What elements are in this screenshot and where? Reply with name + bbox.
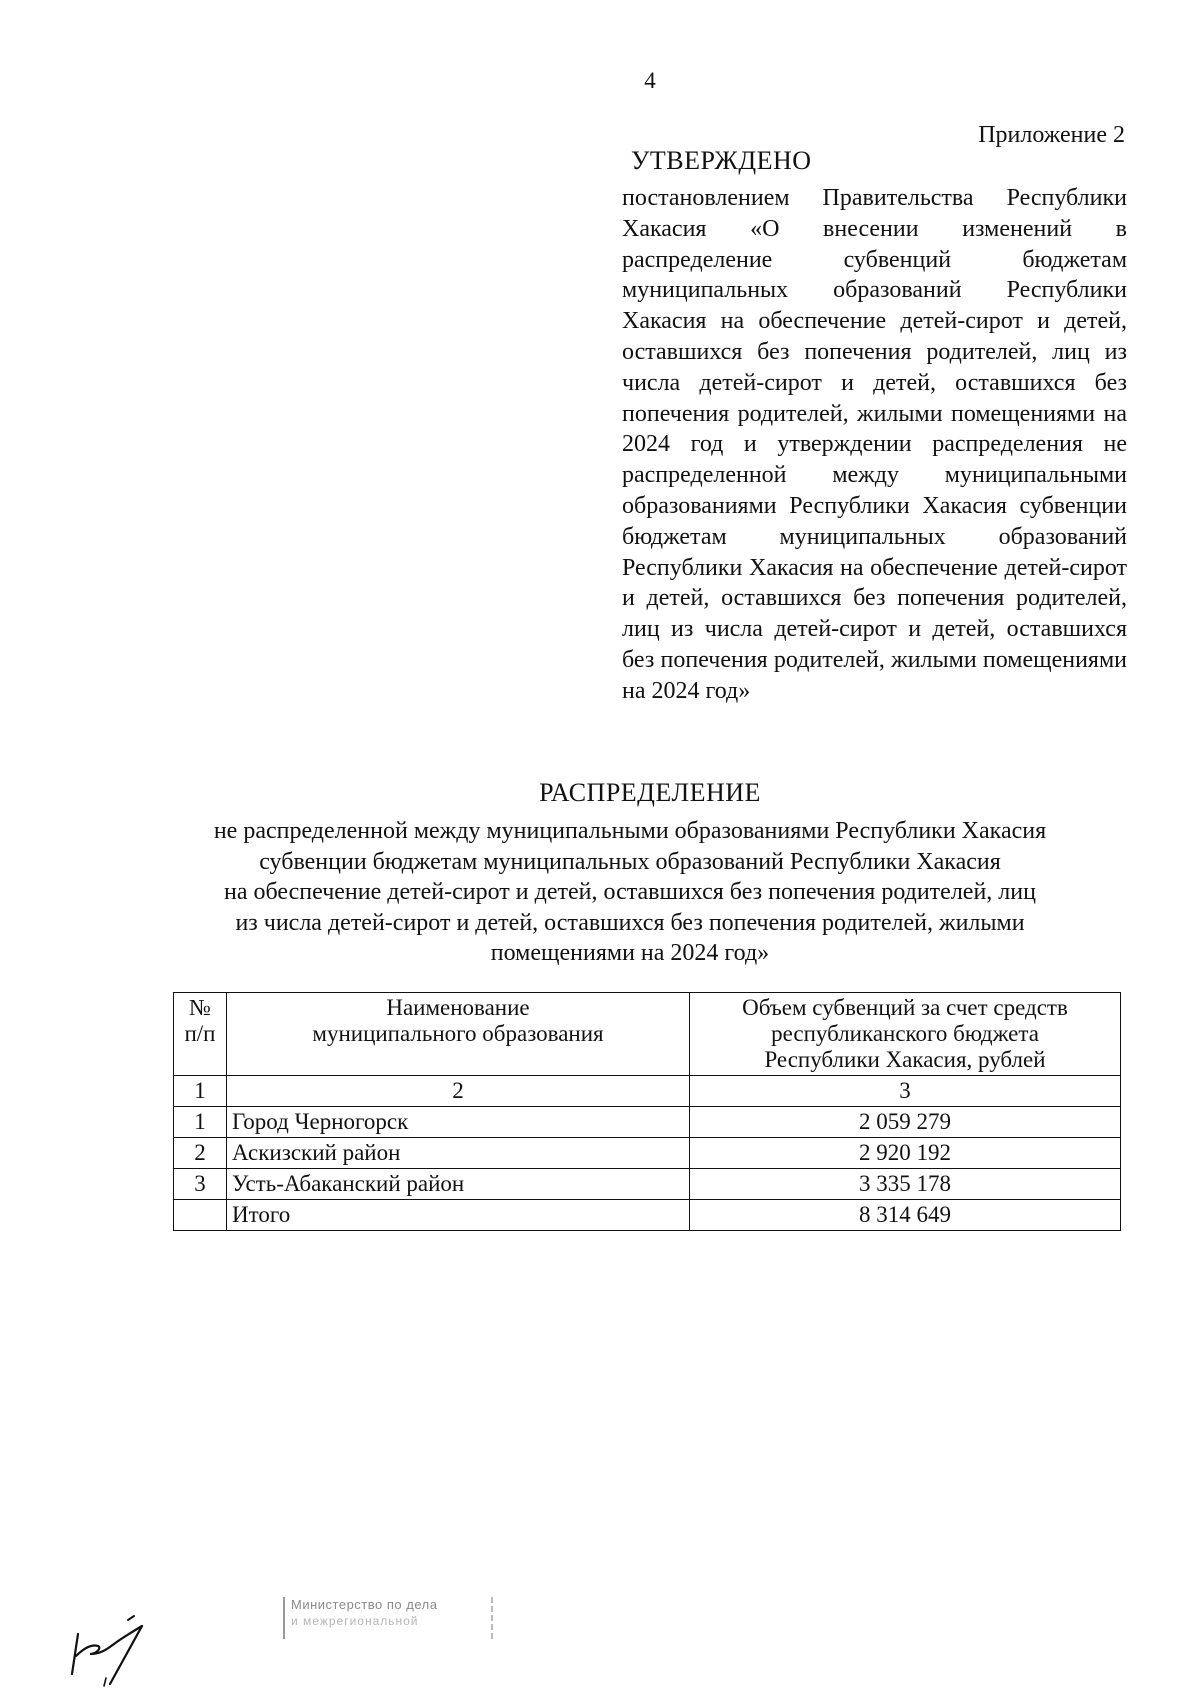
handwritten-signature [62, 1614, 172, 1694]
header-volume [690, 993, 1121, 1076]
total-volume: 8 314 649 [690, 1200, 1121, 1231]
table-row [174, 1138, 1121, 1169]
row-num: 1 [174, 1107, 227, 1138]
row-volume: 3 335 178 [690, 1169, 1121, 1200]
row-volume: 2 920 192 [690, 1138, 1121, 1169]
row-name: Усть-Абаканский район [227, 1169, 690, 1200]
subtitle-line: не распределенной между муниципальными образованиями Республики Хакасия [213, 818, 1047, 844]
column-number: 2 [227, 1076, 690, 1107]
column-number: 1 [174, 1076, 227, 1107]
header-num-line: п/п [184, 1021, 216, 1046]
header-volume-line: Республики Хакасия, рублей [764, 1047, 1046, 1072]
header-num-line: № [189, 995, 211, 1020]
stamp-line: и межрегиональной [291, 1614, 419, 1628]
row-volume: 2 059 279 [690, 1107, 1121, 1138]
stamp-line: Министерство по дела [291, 1597, 438, 1612]
header-num [174, 993, 227, 1076]
table-header-row [174, 993, 1121, 1076]
total-num [174, 1200, 227, 1231]
header-name-line: муниципального образования [312, 1021, 604, 1046]
column-number-row [174, 1076, 1121, 1107]
table-row [174, 1169, 1121, 1200]
row-name: Город Черногорск [227, 1107, 690, 1138]
appendix-label: Приложение 2 [978, 122, 1125, 148]
total-row [174, 1200, 1121, 1231]
approved-title: УТВЕРЖДЕНО [631, 146, 812, 175]
subtitle-line: помещениями на 2024 год» [490, 940, 770, 967]
page-number: 4 [644, 68, 656, 93]
header-volume-line: республиканского бюджета [771, 1021, 1039, 1046]
column-number: 3 [690, 1076, 1121, 1107]
subtitle-line: субвенции бюджетам муниципальных образований Республики Хакасия [259, 848, 1001, 875]
header-name [227, 993, 690, 1076]
header-volume-line: Объем субвенций за счет средств [742, 995, 1068, 1020]
subtitle-line: на обеспечение детей-сирот и детей, оставшихся без попечения родителей, лиц [224, 879, 1036, 906]
distribution-table [173, 992, 1121, 1231]
approved-text: постановлением Правительства Республики Хакасия «О внесении изменений в распределение субвенций бюджетам муниципальных образований Республики Хакасия на обеспечение детей-сирот и детей, оставшихся без попечения родителей, лиц из числа детей-сирот и детей, оставшихся без попечения родителей, жилыми помещениями на 2024 год и утверждении распределения не распределенной между муниципальными образованиями Республики Хакасия субвенции бюджетам муниципальных образований Республики Хакасия на обеспечение детей-сирот и детей, оставшихся без попечения родителей, лиц из числа детей-сирот и детей, оставшихся без попечения родителей, жилыми помещениями на 2024 год» [622, 185, 1127, 704]
table-row [174, 1107, 1121, 1138]
subtitle-line: из числа детей-сирот и детей, оставшихся без попечения родителей, жилыми [235, 909, 1025, 936]
total-label: Итого [227, 1200, 690, 1231]
row-name: Аскизский район [227, 1138, 690, 1169]
row-num: 3 [174, 1169, 227, 1200]
registration-stamp [283, 1597, 493, 1639]
row-num: 2 [174, 1138, 227, 1169]
distribution-subtitle [120, 816, 1140, 969]
distribution-title: РАСПРЕДЕЛЕНИЕ [539, 778, 761, 807]
header-name-line: Наименование [386, 995, 530, 1020]
